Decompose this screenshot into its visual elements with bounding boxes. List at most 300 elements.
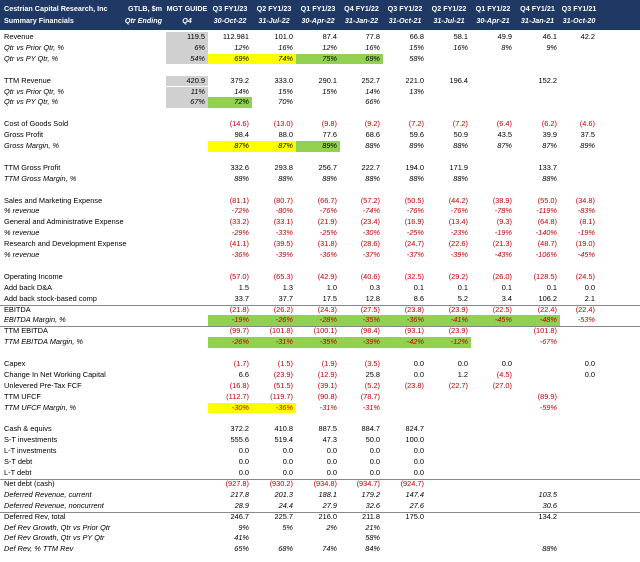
table-cell <box>296 533 340 544</box>
table-cell <box>560 163 598 174</box>
table-cell: 37.7 <box>278 293 293 303</box>
table-cell: -39% <box>340 337 383 348</box>
table-cell: (8.1) <box>579 217 595 227</box>
table-cell: 0.0 <box>326 468 337 477</box>
table-cell: (33.2) <box>229 217 249 227</box>
table-cell <box>383 414 427 425</box>
table-cell <box>515 533 560 544</box>
table-cell <box>427 468 471 479</box>
table-cell: -31% <box>252 337 296 348</box>
table-cell: -36% <box>231 250 249 259</box>
table-cell: (28.6) <box>360 239 380 249</box>
table-cell <box>560 152 598 163</box>
table-cell: 15% <box>409 42 424 52</box>
table-cell: 0.0 <box>457 359 468 368</box>
table-cell: (22.5) <box>492 304 512 314</box>
table-cell <box>383 533 427 544</box>
table-cell: 6% <box>166 43 208 54</box>
table-cell <box>471 261 515 272</box>
table-cell: 89% <box>409 141 424 150</box>
table-cell <box>296 65 340 76</box>
table-cell: (64.8) <box>537 217 557 227</box>
table-cell: (22.6) <box>448 239 468 249</box>
table-cell: 175.0 <box>405 511 424 521</box>
table-cell: 0.0 <box>369 468 380 477</box>
period-label: Qtr Ending <box>124 16 162 25</box>
table-cell <box>471 523 515 534</box>
table-cell: (29.2) <box>448 271 468 281</box>
table-cell: (1.9) <box>321 359 337 368</box>
table-row <box>0 43 640 54</box>
column-header-date: 31-Oct-21 <box>388 16 422 25</box>
table-row <box>0 108 640 119</box>
table-cell: (26.0) <box>492 271 512 281</box>
table-cell: (12.9) <box>317 369 337 379</box>
table-cell <box>166 512 208 523</box>
table-cell: (21.9) <box>317 217 337 227</box>
table-cell: (23.9) <box>273 369 293 379</box>
row-label: EBITDA Margin, % <box>4 315 66 325</box>
table-cell: 16% <box>365 42 380 52</box>
table-cell <box>166 65 208 76</box>
row-label: Sales and Marketing Expense <box>4 195 103 205</box>
table-row <box>0 403 640 414</box>
table-cell: 12% <box>234 42 249 52</box>
table-cell <box>560 261 598 272</box>
table-cell: 246.7 <box>230 511 249 521</box>
row-label: S-T debt <box>4 457 33 467</box>
table-cell: (6.2) <box>541 119 557 129</box>
table-cell <box>515 185 560 196</box>
table-cell <box>166 163 208 174</box>
table-cell <box>471 512 515 523</box>
table-cell: (27.5) <box>360 304 380 314</box>
table-cell: 0.1 <box>413 282 424 292</box>
table-cell: 47.3 <box>322 435 337 445</box>
table-cell <box>471 97 515 108</box>
table-cell <box>515 381 560 392</box>
table-cell <box>515 348 560 359</box>
table-cell <box>383 152 427 163</box>
table-cell: (78.7) <box>360 391 380 401</box>
table-cell: (57.2) <box>360 195 380 205</box>
table-cell: (128.5) <box>533 271 557 281</box>
table-cell: -76% <box>450 206 468 216</box>
table-cell: 67% <box>166 97 208 108</box>
table-cell: 27.6 <box>409 500 424 510</box>
table-cell: (33.1) <box>273 217 293 227</box>
table-cell: (9.2) <box>364 119 380 129</box>
table-cell <box>296 152 340 163</box>
table-cell <box>252 414 296 425</box>
table-cell: 0.0 <box>584 359 595 368</box>
table-cell: 69% <box>340 54 383 65</box>
table-row <box>0 468 640 479</box>
table-cell <box>515 108 560 119</box>
table-cell <box>208 348 252 359</box>
table-row <box>0 283 640 294</box>
table-cell: 519.4 <box>274 435 293 445</box>
table-cell <box>471 348 515 359</box>
table-cell <box>166 141 208 152</box>
table-cell <box>383 523 427 534</box>
table-cell: 16% <box>278 42 293 52</box>
table-cell: (7.2) <box>408 119 424 129</box>
table-cell: 103.5 <box>538 489 557 499</box>
column-header-date: 30-Apr-21 <box>476 16 510 25</box>
table-cell <box>166 446 208 457</box>
table-cell: -19% <box>577 228 595 238</box>
table-cell: 88.0 <box>278 130 293 140</box>
table-cell: (16.9) <box>404 217 424 227</box>
table-cell: 14% <box>365 86 380 96</box>
table-cell: 0.0 <box>413 359 424 368</box>
table-cell: 33.7 <box>234 293 249 303</box>
table-row <box>0 479 640 490</box>
table-cell: 58% <box>409 53 424 63</box>
table-cell: 88% <box>322 173 337 183</box>
table-cell: (24.5) <box>575 271 595 281</box>
row-label: TTM Revenue <box>4 75 51 85</box>
table-cell: 58% <box>365 533 380 543</box>
table-row <box>0 206 640 217</box>
table-cell <box>471 533 515 544</box>
table-cell: 68.6 <box>365 130 380 140</box>
table-cell: 1.3 <box>282 282 293 292</box>
table-cell: -80% <box>275 206 293 216</box>
table-cell: (23.8) <box>404 304 424 314</box>
table-cell: 87% <box>252 141 296 152</box>
table-cell <box>296 414 340 425</box>
table-row <box>0 370 640 381</box>
table-cell: (4.6) <box>579 119 595 129</box>
table-row <box>0 446 640 457</box>
row-label: Qtr vs PY Qtr, % <box>4 97 59 107</box>
table-row <box>0 217 640 228</box>
table-cell <box>515 424 560 435</box>
table-cell <box>560 381 598 392</box>
row-label: TTM EBITDA Margin, % <box>4 337 83 347</box>
column-header-date: 31-Oct-20 <box>562 16 596 25</box>
table-cell <box>560 97 598 108</box>
table-cell: 46.1 <box>542 32 557 41</box>
table-cell <box>427 435 471 446</box>
table-cell: 0.0 <box>584 282 595 292</box>
table-cell: (23.8) <box>404 380 424 390</box>
table-row <box>0 533 640 544</box>
table-cell <box>560 326 598 337</box>
table-cell <box>471 457 515 468</box>
table-cell: 0.3 <box>369 282 380 292</box>
row-label: Gross Margin, % <box>4 141 60 150</box>
table-cell <box>427 490 471 501</box>
table-cell: 88% <box>365 141 380 150</box>
table-cell <box>340 261 383 272</box>
table-cell: -31% <box>362 402 380 412</box>
table-cell: (934.7) <box>356 478 380 488</box>
table-cell <box>166 261 208 272</box>
table-cell <box>427 457 471 468</box>
table-cell: -25% <box>319 228 337 238</box>
table-cell: (7.2) <box>452 119 468 129</box>
table-cell: -35% <box>340 315 383 326</box>
table-cell: (24.7) <box>404 239 424 249</box>
table-cell: 0.0 <box>238 457 249 467</box>
table-cell: 74% <box>252 54 296 65</box>
table-cell: 84% <box>365 544 380 554</box>
table-row <box>0 250 640 261</box>
table-cell: 0.0 <box>238 446 249 456</box>
table-cell: -140% <box>535 228 557 238</box>
table-cell: (934.8) <box>313 478 337 488</box>
table-cell: 216.0 <box>318 511 337 521</box>
table-cell: 13% <box>409 86 424 96</box>
table-cell: 134.2 <box>538 511 557 521</box>
table-cell: 42.2 <box>580 32 595 41</box>
table-cell <box>166 305 208 316</box>
table-row <box>0 414 640 425</box>
column-header-period: Q3 FY1/22 <box>387 4 423 13</box>
table-cell <box>515 457 560 468</box>
column-header-date: 30-Apr-22 <box>301 16 335 25</box>
table-cell <box>383 544 427 555</box>
ticker-label: GTLB, $m <box>128 4 162 13</box>
table-cell: 28.9 <box>234 500 249 510</box>
table-cell: (13.4) <box>448 217 468 227</box>
table-cell <box>208 152 252 163</box>
table-row <box>0 501 640 512</box>
table-row <box>0 119 640 130</box>
table-cell <box>427 479 471 490</box>
table-cell: (27.0) <box>492 380 512 390</box>
table-cell <box>427 185 471 196</box>
row-label: Cost of Goods Sold <box>4 119 69 129</box>
table-cell: 379.2 <box>230 75 249 85</box>
row-label: TTM UFCF Margin, % <box>4 402 77 412</box>
table-cell <box>471 185 515 196</box>
table-cell <box>560 435 598 446</box>
table-row <box>0 163 640 174</box>
table-cell <box>471 152 515 163</box>
table-cell: (39.5) <box>273 239 293 249</box>
table-cell: 17.5 <box>322 293 337 303</box>
table-cell <box>471 337 515 348</box>
table-cell: (90.8) <box>317 391 337 401</box>
table-cell: (99.7) <box>229 326 249 336</box>
table-cell: 15% <box>322 86 337 96</box>
table-cell <box>560 185 598 196</box>
table-cell <box>560 348 598 359</box>
table-cell: 188.1 <box>318 489 337 499</box>
table-cell <box>166 185 208 196</box>
table-cell: -19% <box>208 315 252 326</box>
table-cell: 211.8 <box>362 511 380 521</box>
table-cell: (50.5) <box>404 195 424 205</box>
table-cell: 410.8 <box>274 424 293 434</box>
row-label: Operating Income <box>4 271 63 281</box>
table-cell: 12% <box>322 42 337 52</box>
table-cell: 88% <box>365 173 380 183</box>
table-row <box>0 381 640 392</box>
row-label: Net debt (cash) <box>4 478 55 488</box>
table-cell: (9.3) <box>496 217 512 227</box>
table-cell <box>560 512 598 523</box>
table-cell: (112.7) <box>226 391 249 401</box>
table-cell: -33% <box>275 228 293 238</box>
table-cell <box>252 533 296 544</box>
table-cell: (51.5) <box>273 380 293 390</box>
table-cell: (48.7) <box>537 239 557 249</box>
row-label: TTM EBITDA <box>4 326 48 336</box>
table-cell <box>166 250 208 261</box>
table-cell <box>427 424 471 435</box>
table-cell: 8.6 <box>413 293 424 303</box>
table-cell: -30% <box>208 403 252 414</box>
table-cell: 37.5 <box>580 130 595 140</box>
table-cell: 70% <box>278 97 293 107</box>
table-cell <box>252 108 296 119</box>
table-cell: 65% <box>234 544 249 554</box>
table-cell <box>560 392 598 403</box>
table-cell: -76% <box>406 206 424 216</box>
table-cell: (42.9) <box>317 271 337 281</box>
table-cell <box>383 348 427 359</box>
table-cell: 333.0 <box>274 75 293 85</box>
table-cell <box>166 217 208 228</box>
table-cell <box>166 108 208 119</box>
table-cell: 9% <box>238 522 249 532</box>
table-cell: (101.8) <box>269 326 293 336</box>
table-cell: (4.5) <box>496 369 512 379</box>
table-cell <box>427 261 471 272</box>
column-header-date: 31-Jan-22 <box>344 16 379 25</box>
table-cell <box>427 87 471 98</box>
table-cell <box>560 403 598 414</box>
table-cell <box>166 337 208 348</box>
table-row <box>0 305 640 316</box>
table-cell: 372.2 <box>230 424 249 434</box>
table-cell: -23% <box>450 228 468 238</box>
table-cell: 217.8 <box>230 489 249 499</box>
table-cell <box>296 108 340 119</box>
row-label: L-T debt <box>4 468 32 477</box>
table-cell: 66% <box>365 97 380 107</box>
table-cell: -106% <box>535 250 557 259</box>
table-cell: -30% <box>362 228 380 238</box>
row-label: Def Rev Growth, Qtr vs PY Qtr <box>4 533 105 543</box>
table-cell <box>340 348 383 359</box>
table-cell: 5% <box>282 522 293 532</box>
table-cell: 0.0 <box>326 446 337 456</box>
table-cell <box>427 512 471 523</box>
table-cell: (31.8) <box>317 239 337 249</box>
table-cell: (14.6) <box>229 119 249 129</box>
table-cell <box>471 479 515 490</box>
table-cell <box>166 424 208 435</box>
table-cell <box>471 501 515 512</box>
table-row <box>0 76 640 87</box>
table-cell: -19% <box>494 228 512 238</box>
table-cell: 88% <box>453 173 468 183</box>
table-cell: -48% <box>515 315 560 326</box>
table-cell: 256.7 <box>318 162 337 172</box>
row-label: Revenue <box>4 32 34 41</box>
table-row <box>0 315 640 326</box>
table-cell <box>471 446 515 457</box>
table-cell: 884.7 <box>361 424 380 434</box>
table-cell: -12% <box>427 337 471 348</box>
table-cell <box>471 424 515 435</box>
table-cell: -43% <box>494 250 512 259</box>
table-cell <box>166 501 208 512</box>
table-cell: 101.0 <box>274 32 293 41</box>
table-row <box>0 174 640 185</box>
table-cell <box>515 359 560 370</box>
table-cell: 225.7 <box>274 511 293 521</box>
table-cell <box>427 544 471 555</box>
table-cell <box>166 370 208 381</box>
table-cell: 69% <box>208 54 252 65</box>
table-cell <box>427 414 471 425</box>
table-row <box>0 87 640 98</box>
table-cell: (3.5) <box>364 359 380 368</box>
row-label: Qtr vs PY Qtr, % <box>4 53 59 63</box>
row-separator <box>0 305 640 306</box>
table-cell <box>166 228 208 239</box>
table-cell <box>166 348 208 359</box>
table-cell <box>471 392 515 403</box>
table-cell: 555.6 <box>230 435 249 445</box>
table-cell: 8% <box>501 42 512 52</box>
table-cell <box>560 533 598 544</box>
row-label: Gross Profit <box>4 130 44 140</box>
table-cell: 87.4 <box>322 32 337 41</box>
row-label: Add back D&A <box>4 282 53 292</box>
table-row <box>0 261 640 272</box>
table-cell: (65.3) <box>273 271 293 281</box>
row-label: Def Rev, % TTM Rev <box>4 544 74 554</box>
column-header-date: 31-Jul-22 <box>258 16 290 25</box>
table-cell <box>383 403 427 414</box>
table-cell <box>471 544 515 555</box>
table-cell <box>560 468 598 479</box>
table-cell: -67% <box>539 337 557 347</box>
table-cell: 0.0 <box>413 468 424 477</box>
table-cell <box>471 54 515 65</box>
table-cell <box>427 97 471 108</box>
table-cell <box>515 435 560 446</box>
table-cell <box>427 65 471 76</box>
table-cell: 16% <box>453 42 468 52</box>
table-row <box>0 490 640 501</box>
table-cell <box>166 294 208 305</box>
table-cell: 0.0 <box>282 446 293 456</box>
table-cell: 112.981 <box>222 32 249 41</box>
table-cell: 3.4 <box>501 293 512 303</box>
table-cell: 106.2 <box>538 293 557 303</box>
table-cell: -26% <box>252 315 296 326</box>
table-cell <box>471 76 515 87</box>
table-cell: 196.4 <box>449 75 468 85</box>
table-cell: (22.4) <box>575 304 595 314</box>
table-cell <box>560 446 598 457</box>
row-label: TTM Gross Margin, % <box>4 173 77 183</box>
table-cell: (32.5) <box>404 271 424 281</box>
table-cell: -37% <box>406 250 424 259</box>
table-cell <box>166 457 208 468</box>
column-header-date: 30-Oct-22 <box>213 16 247 25</box>
table-cell <box>515 414 560 425</box>
